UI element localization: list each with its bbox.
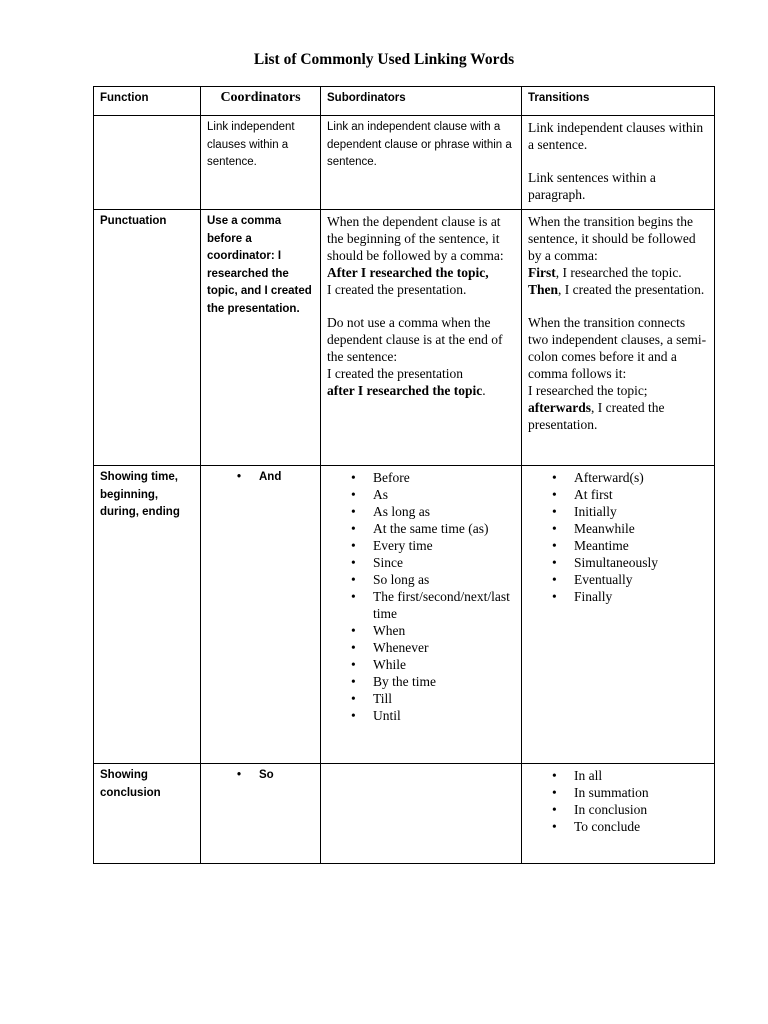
list-item: • As: [327, 486, 515, 503]
punctuation-sub-text-2: Do not use a comma when the dependent clause is at the end of the sentence:: [327, 315, 503, 364]
punctuation-function-label: Punctuation: [100, 215, 167, 227]
definition-transitions-text-2: Link sentences within a paragraph.: [528, 170, 656, 202]
list-item: • Initially: [528, 503, 708, 520]
punctuation-sub-bold-2: after I researched the topic: [327, 383, 483, 398]
list-item: • Eventually: [528, 571, 708, 588]
header-transitions-label: Transitions: [528, 92, 590, 104]
header-coordinators-label: Coordinators: [220, 90, 301, 105]
time-subordinators-list: [327, 469, 515, 724]
list-item: • Before: [327, 469, 515, 486]
list-item: • Every time: [327, 537, 515, 554]
definition-transitions-text-1: Link independent clauses within a sentence.: [528, 120, 704, 152]
header-subordinators-label: Subordinators: [327, 92, 406, 104]
header-transitions: [522, 87, 715, 116]
list-item: • Finally: [528, 588, 708, 605]
conclusion-subordinators-cell: [321, 764, 522, 864]
list-item: • So long as: [327, 571, 515, 588]
list-item: • Simultaneously: [528, 554, 708, 571]
page-title: List of Commonly Used Linking Words: [253, 51, 515, 68]
list-item: • So: [207, 767, 314, 785]
time-transitions-cell: [522, 466, 715, 764]
list-item: • While: [327, 656, 515, 673]
time-subordinators-cell: [321, 466, 522, 764]
list-item: • When: [327, 622, 515, 639]
punctuation-sub-paragraph-2: [327, 314, 515, 399]
conclusion-row: [94, 764, 715, 864]
header-coordinators: [201, 87, 321, 116]
punctuation-tr-paragraph-2: [528, 314, 708, 433]
punctuation-sub-paragraph-1: [327, 213, 515, 298]
definition-coordinators-text: Link independent clauses within a sentence.: [207, 121, 295, 168]
list-item: • Till: [327, 690, 515, 707]
list-item: • To conclude: [528, 818, 708, 835]
header-subordinators: [321, 87, 522, 116]
punctuation-sub-end-2: .: [482, 383, 486, 398]
list-item: • In conclusion: [528, 801, 708, 818]
header-function-label: Function: [100, 92, 149, 104]
definition-subordinators-text: Link an independent clause with a dependent clause or phrase within a sentence.: [327, 121, 512, 168]
time-function-label: Showing time, beginning, during, ending: [100, 471, 180, 518]
definition-coordinators-cell: [201, 116, 321, 210]
list-item: • Until: [327, 707, 515, 724]
punctuation-tr-paragraph-1: [528, 213, 708, 298]
punctuation-sub-text-1: When the dependent clause is at the beginning of the sentence, it should be followed by a comma:: [327, 214, 504, 263]
punctuation-coordinators-text: Use a comma before a coordinator: I researched the topic, and I created the presentation.: [207, 215, 312, 315]
definition-row: [94, 116, 715, 210]
punctuation-row: [94, 210, 715, 466]
list-item: • And: [207, 469, 314, 487]
punctuation-tr-bold-then: Then: [528, 282, 559, 297]
time-transitions-list: [528, 469, 708, 605]
conclusion-coordinators-list: [207, 767, 314, 785]
punctuation-coordinators-cell: [201, 210, 321, 466]
list-item: • As long as: [327, 503, 515, 520]
conclusion-transitions-cell: [522, 764, 715, 864]
punctuation-function-cell: [94, 210, 201, 466]
punctuation-tr-text-2: When the transition connects two independent clauses, a semi-colon comes before it and a comma follows it:: [528, 315, 707, 381]
definition-transitions-cell: [522, 116, 715, 210]
punctuation-tr-text-then: , I created the presentation.: [558, 282, 705, 297]
punctuation-subordinators-cell: [321, 210, 522, 466]
list-item: • The first/second/next/last time: [327, 588, 515, 622]
linking-words-table: [93, 86, 715, 864]
list-item: • By the time: [327, 673, 515, 690]
definition-function-cell: [94, 116, 201, 210]
conclusion-function-label: Showing conclusion: [100, 769, 161, 799]
punctuation-tr-bold-first: First: [528, 265, 556, 280]
time-coordinators-cell: [201, 466, 321, 764]
punctuation-tr-line-2: I researched the topic;: [528, 383, 648, 398]
punctuation-sub-line-2: I created the presentation: [327, 366, 464, 381]
header-row: [94, 87, 715, 116]
list-item: • At first: [528, 486, 708, 503]
conclusion-function-cell: [94, 764, 201, 864]
definition-subordinators-cell: [321, 116, 522, 210]
punctuation-tr-bold-afterwards: afterwards: [528, 400, 591, 415]
punctuation-tr-text-1: When the transition begins the sentence, it should be followed by a comma:: [528, 214, 696, 263]
time-function-cell: [94, 466, 201, 764]
conclusion-transitions-list: [528, 767, 708, 835]
list-item: • Whenever: [327, 639, 515, 656]
list-item: • In summation: [528, 784, 708, 801]
time-row: [94, 466, 715, 764]
punctuation-sub-bold-1: After I researched the topic,: [327, 265, 489, 280]
list-item: • Meanwhile: [528, 520, 708, 537]
conclusion-coordinators-cell: [201, 764, 321, 864]
punctuation-tr-tail-2: , I created the presentation.: [528, 400, 665, 432]
header-function: [94, 87, 201, 116]
list-item: • Afterward(s): [528, 469, 708, 486]
time-coordinators-list: [207, 469, 314, 487]
list-item: • Since: [327, 554, 515, 571]
list-item: • In all: [528, 767, 708, 784]
punctuation-transitions-cell: [522, 210, 715, 466]
punctuation-sub-tail-1: I created the presentation.: [327, 282, 467, 297]
punctuation-tr-text-first: , I researched the topic.: [555, 265, 682, 280]
list-item: • At the same time (as): [327, 520, 515, 537]
list-item: • Meantime: [528, 537, 708, 554]
